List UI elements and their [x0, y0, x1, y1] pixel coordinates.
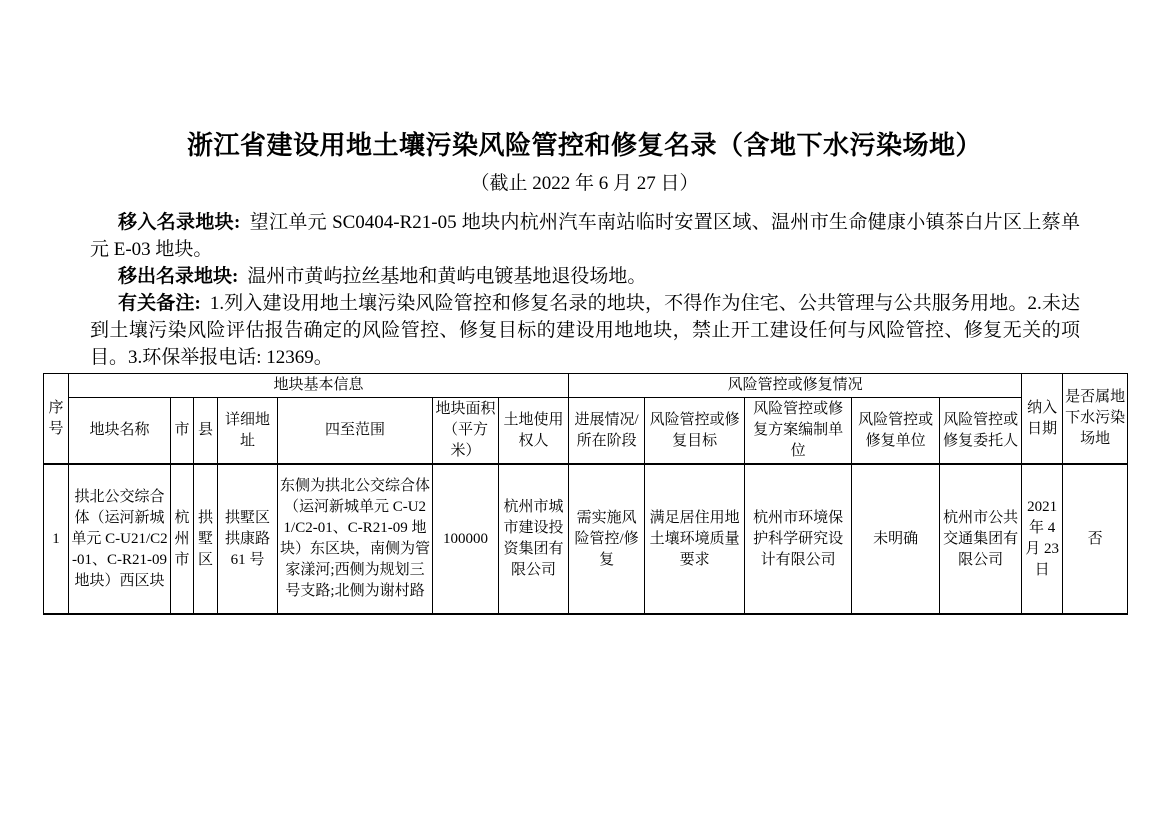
cell-boundaries: 东侧为拱北公交综合体（运河新城单元 C-U21/C2-01、C-R21-09 地块）东区块，南侧为管家漾河;西侧为规划三号支路;北侧为谢村路 — [278, 464, 433, 614]
cell-plan-maker: 杭州市环境保护科学研究设计有限公司 — [745, 464, 852, 614]
header-seq: 序号 — [44, 374, 69, 465]
cell-land-user: 杭州市城市建设投资集团有限公司 — [499, 464, 569, 614]
header-plot-name: 地块名称 — [69, 398, 171, 465]
header-city: 市 — [171, 398, 194, 465]
paragraph-moved-out — [90, 263, 1080, 290]
paragraph-moved-in-text: 望江单元 SC0404-R21-05 地块内杭州汽车南站临时安置区域、温州市生命健康小镇茶白片区上蔡单元 E-03 地块。 — [90, 212, 1081, 260]
header-address: 详细地址 — [218, 398, 278, 465]
table-header — [44, 374, 1128, 465]
cell-plot-name: 拱北公交综合体（运河新城单元 C-U21/C2-01、C-R21-09 地块）西区块 — [69, 464, 171, 614]
header-client: 风险管控或修复委托人 — [940, 398, 1022, 465]
cell-address: 拱墅区拱康路 61 号 — [218, 464, 278, 614]
paragraph-moved-in-label: 移入名录地块: — [118, 212, 241, 233]
cell-repair-unit: 未明确 — [852, 464, 940, 614]
paragraph-remarks-label: 有关备注: — [118, 293, 201, 314]
paragraph-remarks — [90, 290, 1080, 371]
table-row — [44, 464, 1128, 614]
header-boundaries: 四至范围 — [278, 398, 433, 465]
page-subtitle: （截止 2022 年 6 月 27 日） — [470, 173, 699, 194]
cell-county: 拱墅区 — [194, 464, 218, 614]
cell-city: 杭州市 — [171, 464, 194, 614]
header-plan-maker: 风险管控或修复方案编制单位 — [745, 398, 852, 465]
table-body — [44, 464, 1128, 614]
cell-progress: 需实施风险管控/修复 — [569, 464, 645, 614]
page-title: 浙江省建设用地土壤污染风险管控和修复名录（含地下水污染场地） — [186, 131, 982, 160]
header-join-date: 纳入日期 — [1022, 374, 1063, 465]
header-group-risk-info: 风险管控或修复情况 — [569, 374, 1022, 398]
paragraph-moved-in — [90, 209, 1080, 263]
paragraph-moved-out-label: 移出名录地块: — [118, 266, 239, 287]
header-groundwater: 是否属地下水污染场地 — [1063, 374, 1128, 465]
plots-listing-table — [43, 373, 1128, 615]
cell-join-date: 2021 年 4 月 23 日 — [1022, 464, 1063, 614]
paragraph-moved-out-text: 温州市黄屿拉丝基地和黄屿电镀基地退役场地。 — [247, 266, 647, 287]
table-sub-header-row — [44, 398, 1128, 465]
table-group-header-row — [44, 374, 1128, 398]
cell-target: 满足居住用地土壤环境质量要求 — [645, 464, 745, 614]
header-target: 风险管控或修复目标 — [645, 398, 745, 465]
header-progress: 进展情况/所在阶段 — [569, 398, 645, 465]
header-area: 地块面积（平方米） — [433, 398, 499, 465]
cell-seq: 1 — [44, 464, 69, 614]
header-repair-unit: 风险管控或修复单位 — [852, 398, 940, 465]
cell-client: 杭州市公共交通集团有限公司 — [940, 464, 1022, 614]
header-county: 县 — [194, 398, 218, 465]
intro-paragraphs — [90, 209, 1080, 371]
paragraph-remarks-text: 1.列入建设用地土壤污染风险管控和修复名录的地块，不得作为住宅、公共管理与公共服务用地。2.未达到土壤污染风险评估报告确定的风险管控、修复目标的建设用地地块，禁止开工建设任何与风险管控、修复无关的项目。3.环保举报电话: 12369。 — [90, 293, 1081, 368]
header-group-basic-info: 地块基本信息 — [69, 374, 569, 398]
header-land-user: 土地使用权人 — [499, 398, 569, 465]
cell-area: 100000 — [433, 464, 499, 614]
cell-groundwater: 否 — [1063, 464, 1128, 614]
